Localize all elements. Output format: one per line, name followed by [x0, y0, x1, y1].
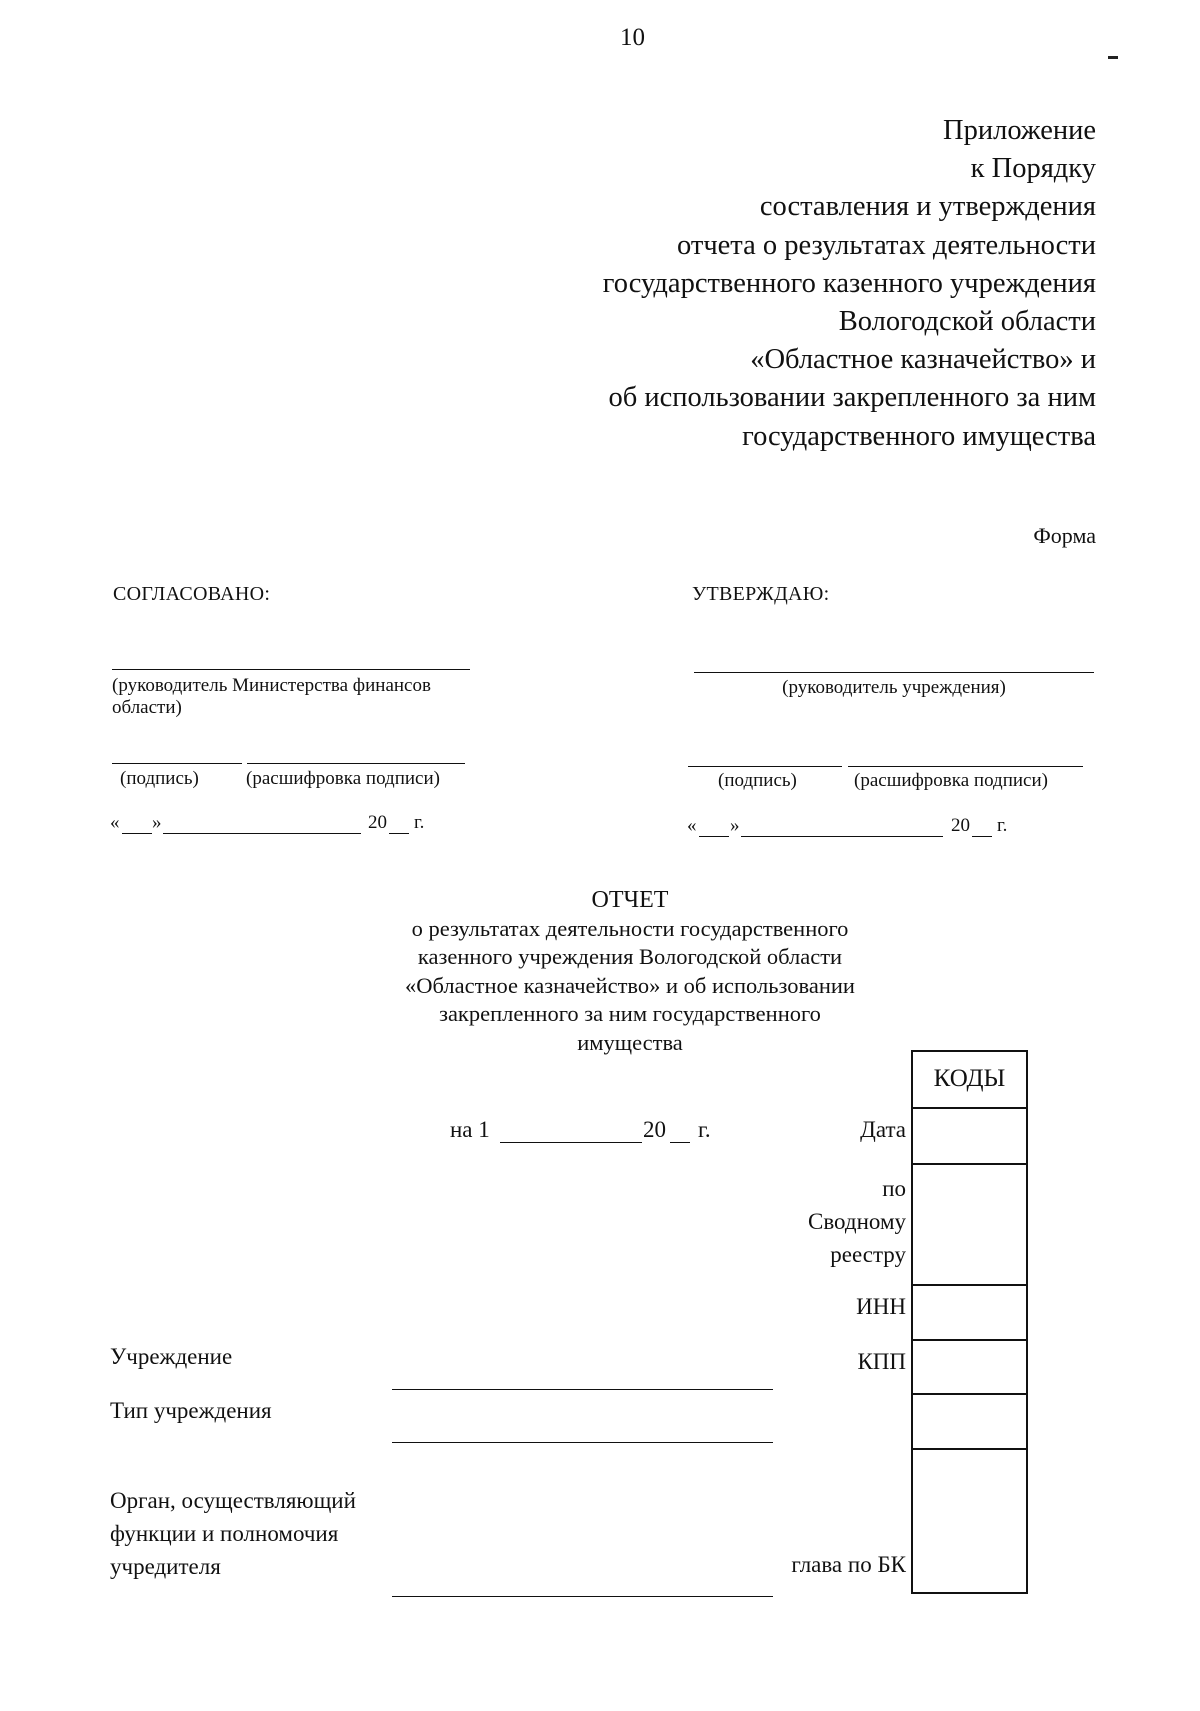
report-title-line: имущества: [577, 1029, 683, 1055]
code-cell-type[interactable]: [913, 1395, 1026, 1450]
founder-line[interactable]: [392, 1596, 773, 1597]
approved-date-mid: »: [730, 815, 740, 836]
form-label: Форма: [1033, 523, 1096, 548]
page-number: 10: [620, 24, 645, 51]
report-title-line: о результатах деятельности государственного: [411, 915, 849, 941]
approved-signature-line[interactable]: [688, 766, 842, 767]
approved-date-day-line[interactable]: [699, 836, 729, 837]
appendix-line: «Областное казначейство» и: [750, 344, 1096, 376]
approved-heading: УТВЕРЖДАЮ:: [692, 583, 830, 605]
appendix-line: об использовании закрепленного за ним: [608, 382, 1096, 414]
code-cell-kpp[interactable]: [913, 1341, 1026, 1395]
agreed-date-mid: »: [152, 812, 162, 833]
appendix-block: [603, 112, 1096, 456]
code-cell-date[interactable]: [913, 1109, 1026, 1165]
report-title-line: казенного учреждения Вологодской области: [417, 944, 843, 969]
approved-date-month-line[interactable]: [741, 836, 943, 837]
codes-header: КОДЫ: [913, 1052, 1026, 1109]
code-cell-inn[interactable]: [913, 1286, 1026, 1341]
code-cell-registry[interactable]: [913, 1165, 1026, 1286]
label-line: Орган, осуществляющий: [110, 1488, 356, 1513]
agreed-signature-caption: (подпись): [120, 768, 199, 789]
agreed-date-year: 20: [368, 812, 387, 833]
approved-date-open: «: [687, 815, 697, 836]
appendix-line: Вологодской области: [838, 306, 1096, 338]
report-date-prefix: на 1: [450, 1117, 490, 1142]
codes-date-label: Дата: [860, 1117, 906, 1142]
agreed-date-suffix: г.: [414, 812, 425, 833]
approved-position-caption: (руководитель учреждения): [782, 677, 1006, 698]
appendix-line: государственного имущества: [742, 420, 1096, 452]
report-title-line: «Областное казначейство» и об использовании: [405, 972, 855, 998]
agreed-date-year-line[interactable]: [389, 833, 409, 834]
institution-line[interactable]: [392, 1389, 773, 1390]
founder-label: [110, 1484, 356, 1583]
approved-position-line[interactable]: [694, 672, 1094, 673]
report-title-line: закрепленного за ним государственного: [439, 1001, 821, 1026]
approved-date-suffix: г.: [997, 815, 1008, 836]
report-date-year: 20: [643, 1117, 666, 1142]
codes-registry-label: [808, 1172, 906, 1271]
agreed-decoding-caption: (расшифровка подписи): [246, 768, 440, 789]
agreed-date-month-line[interactable]: [163, 833, 361, 834]
code-cell-bk[interactable]: [913, 1450, 1026, 1590]
agreed-position-line[interactable]: [112, 669, 470, 670]
approved-decoding-caption: (расшифровка подписи): [854, 770, 1048, 791]
appendix-line: государственного казенного учреждения: [602, 267, 1096, 299]
report-date-suffix: г.: [698, 1117, 711, 1142]
label-line: учредителя: [110, 1554, 221, 1579]
agreed-decoding-line[interactable]: [247, 763, 465, 764]
approved-date-year: 20: [951, 815, 970, 836]
institution-type-line[interactable]: [392, 1442, 773, 1443]
report-title: ОТЧЕТ: [591, 887, 669, 913]
approved-decoding-line[interactable]: [848, 766, 1083, 767]
agreed-signature-line[interactable]: [112, 763, 242, 764]
approved-signature-caption: (подпись): [718, 770, 797, 791]
report-date-year-line[interactable]: [670, 1142, 690, 1143]
report-title-block: [380, 886, 880, 1057]
agreed-heading: СОГЛАСОВАНО:: [113, 583, 271, 605]
agreed-date-day-line[interactable]: [122, 833, 152, 834]
codes-inn-label: ИНН: [856, 1294, 906, 1319]
scan-mark: [1108, 56, 1118, 59]
codes-table: [911, 1050, 1028, 1594]
codes-kpp-label: КПП: [857, 1349, 906, 1374]
report-date: [450, 1117, 490, 1143]
institution-label: Учреждение: [110, 1344, 233, 1369]
label-line: реестру: [830, 1242, 906, 1267]
agreed-date-open: «: [110, 812, 120, 833]
label-line: по: [882, 1176, 906, 1201]
appendix-line: составления и утверждения: [759, 191, 1096, 223]
caption-line: области): [112, 697, 182, 718]
appendix-line: отчета о результатах деятельности: [677, 229, 1096, 261]
label-line: Сводному: [807, 1209, 906, 1234]
appendix-line: к Порядку: [970, 153, 1096, 185]
codes-bk-label: глава по БК: [791, 1552, 906, 1577]
agreed-position-caption: [112, 675, 431, 719]
label-line: функции и полномочия: [110, 1521, 339, 1546]
caption-line: (руководитель Министерства финансов: [112, 675, 431, 696]
institution-type-label: Тип учреждения: [110, 1398, 272, 1423]
report-date-month-line[interactable]: [500, 1142, 642, 1143]
appendix-line: Приложение: [943, 115, 1096, 146]
approved-date-year-line[interactable]: [972, 836, 992, 837]
